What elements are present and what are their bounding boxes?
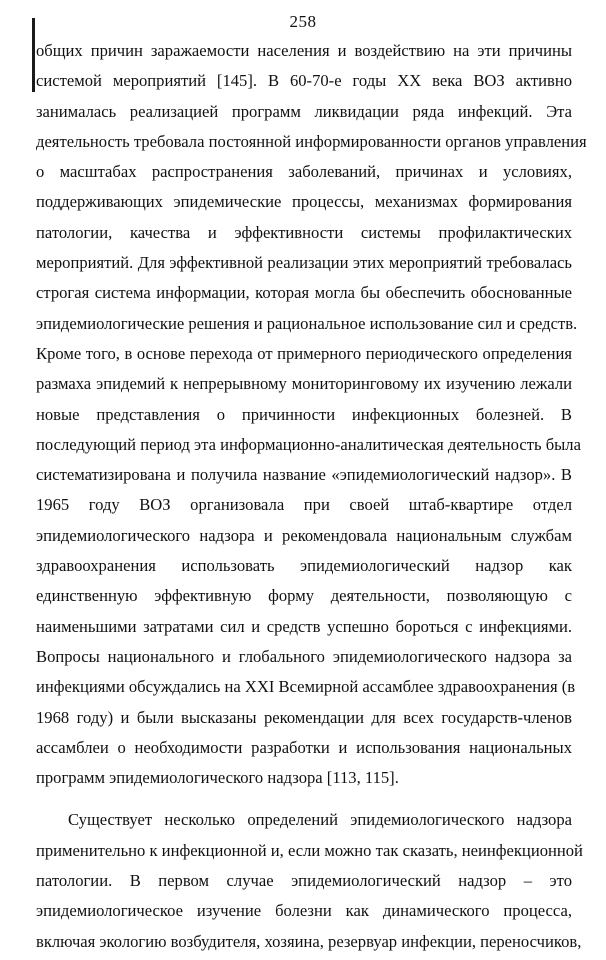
margin-mark: [32, 18, 35, 92]
text-line: ассамблеи о необходимости разработки и использования национальных: [36, 737, 572, 757]
text-line: эпидемиологическое изучение болезни как динамического процесса,: [36, 901, 572, 921]
document-text: [36, 36, 587, 957]
text-line: строгая система информации, которая могла бы обеспечить обоснованные: [36, 283, 572, 303]
text-line: 1968 году) и были высказаны рекомендации для всех государств-членов: [36, 707, 572, 727]
text-line: Кроме того, в основе перехода от примерного периодического определения: [36, 343, 572, 363]
text-line: Вопросы национального и глобального эпидемиологического надзора за: [36, 646, 572, 666]
text-line: размаха эпидемий к непрерывному мониторинговому их изучению лежали: [36, 374, 572, 394]
text-line: общих причин заражаемости населения и воздействию на эти причины: [36, 41, 572, 60]
paragraph: [36, 36, 587, 793]
text-line: эпидемиологические решения и рациональное использование сил и средств.: [36, 313, 578, 333]
text-line: последующий период эта информационно-аналитическая деятельность была: [36, 434, 581, 454]
paragraph: [36, 805, 583, 956]
text-line: программ эпидемиологического надзора [113, 115].: [36, 768, 399, 788]
text-line: 1965 году ВОЗ организовала при своей штаб-квартире отдел: [36, 495, 572, 515]
text-line: патологии. В первом случае эпидемиологический надзор – это: [36, 871, 572, 891]
text-line: инфекциями обсуждались на XXI Всемирной ассамблее здравоохранения (в: [36, 677, 576, 697]
text-line: патологии, качества и эффективности системы профилактических: [36, 222, 572, 242]
text-line: о масштабах распространения заболеваний, причинах и условиях,: [36, 162, 572, 182]
text-line: наименьшими затратами сил и средств успешно бороться с инфекциями.: [36, 616, 572, 636]
text-line: применительно к инфекционной и, если можно так сказать, неинфекционной: [36, 840, 583, 860]
text-line: Существует несколько определений эпидемиологического надзора: [68, 810, 572, 830]
text-line: единственную эффективную форму деятельности, позволяющую с: [36, 586, 572, 606]
text-line: занималась реализацией программ ликвидации ряда инфекций. Эта: [36, 101, 572, 121]
text-line: систематизирована и получила название «эпидемиологический надзор». В: [36, 465, 572, 485]
page-number: 258: [289, 12, 317, 31]
text-line: новые представления о причинности инфекционных болезней. В: [36, 404, 572, 424]
text-line: деятельность требовала постоянной информированности органов управления: [36, 131, 587, 151]
text-line: системой мероприятий [145]. В 60-70-е годы XX века ВОЗ активно: [36, 71, 572, 91]
text-line: включая экологию возбудителя, хозяина, резервуар инфекции, переносчиков,: [36, 931, 582, 951]
text-line: эпидемиологического надзора и рекомендовала национальным службам: [36, 525, 572, 545]
text-line: здравоохранения использовать эпидемиологический надзор как: [36, 556, 572, 576]
text-line: мероприятий. Для эффективной реализации этих мероприятий требовалась: [36, 253, 572, 273]
text-line: поддерживающих эпидемические процессы, механизмах формирования: [36, 192, 572, 212]
